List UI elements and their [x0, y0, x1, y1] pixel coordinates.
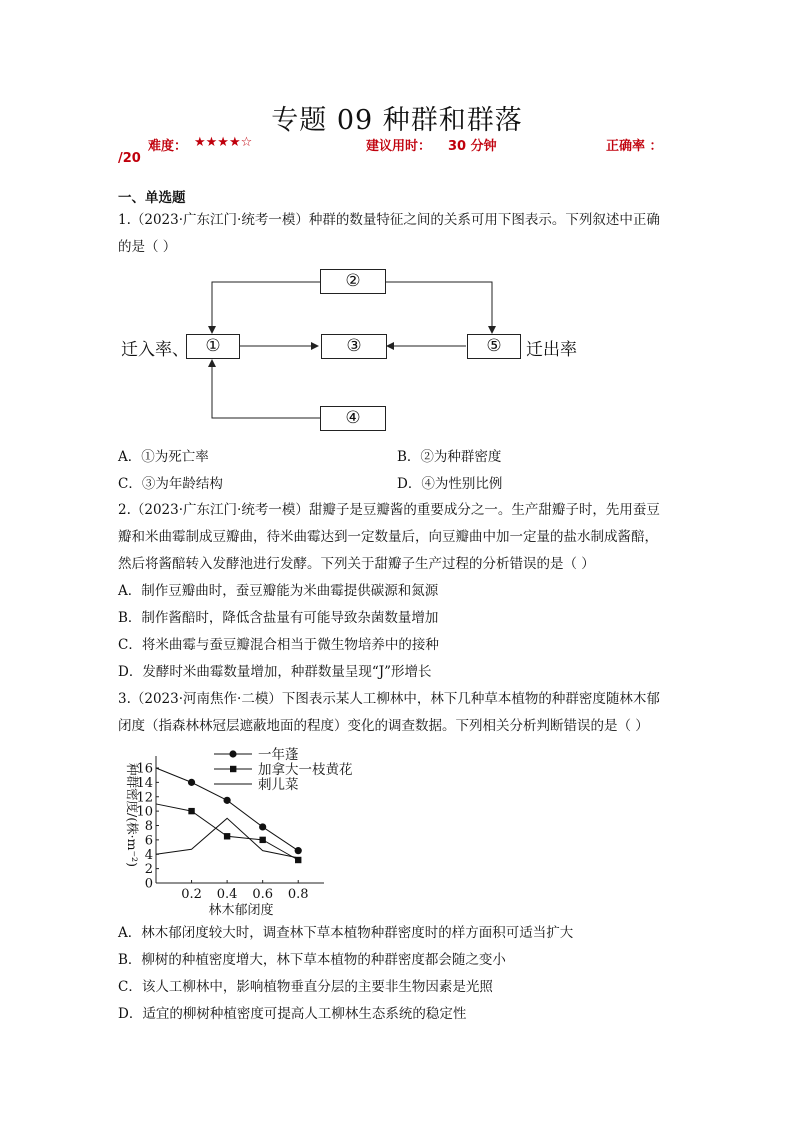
q1-stem-line1: 1.（2023·广东江门·统考一模）种群的数量特征之间的关系可用下图表示。下列叙述中正确 — [118, 212, 660, 228]
diagram-box-5: ⑤ — [467, 334, 521, 359]
q2-option-b[interactable]: B．制作酱醅时，降低含盐量有可能导致杂菌数量增加 — [118, 610, 439, 626]
series-2-point — [224, 833, 230, 839]
x-axis-label: 林木郁闭度 — [208, 903, 274, 918]
legend-marker-1 — [229, 750, 236, 757]
x-tick-label: 0.6 — [252, 887, 274, 902]
q2-stem-line3: 然后将酱醅转入发酵池进行发酵。下列关于甜瓣子生产过程的分析错误的是（ ） — [118, 556, 595, 572]
q1-option-b[interactable]: B．②为种群密度 — [397, 449, 502, 465]
difficulty-stars: ★★★★☆ — [194, 135, 253, 150]
y-tick-label: 2 — [144, 862, 153, 878]
arrow-2-to-1 — [212, 282, 320, 333]
q3-option-d[interactable]: D．适宜的柳树种植密度可提高人工柳林生态系统的稳定性 — [118, 1006, 467, 1022]
y-tick-label: 6 — [144, 833, 153, 849]
series-1-point — [188, 779, 195, 786]
q3-line-chart — [110, 742, 380, 920]
x-tick-label: 0.4 — [216, 887, 238, 902]
diagram-box-3: ③ — [321, 334, 387, 359]
y-tick-label: 8 — [144, 819, 153, 834]
legend-label-3: 刺儿菜 — [258, 777, 299, 793]
diagram-label-emigration: 迁出率 — [526, 340, 577, 360]
legend-marker-2 — [230, 766, 236, 772]
y-tick-label: 16 — [136, 761, 153, 777]
q1-option-a[interactable]: A．①为死亡率 — [118, 449, 209, 465]
series-1-point — [295, 847, 302, 854]
q2-option-c[interactable]: C．将米曲霉与蚕豆瓣混合相当于微生物培养中的接种 — [118, 637, 439, 653]
y-tick-label: 14 — [136, 775, 153, 791]
difficulty-label: 难度： — [148, 139, 188, 154]
legend-label-1: 一年蓬 — [258, 747, 299, 763]
x-tick-label: 0.2 — [181, 887, 202, 902]
section-title: 一、单选题 — [118, 190, 186, 206]
arrow-2-to-5 — [385, 282, 492, 333]
q2-option-a[interactable]: A．制作豆瓣曲时，蚕豆瓣能为米曲霉提供碳源和氮源 — [118, 583, 439, 599]
series-2-point — [259, 837, 265, 843]
legend-label-2: 加拿大一枝黄花 — [258, 762, 353, 778]
y-tick-label: 4 — [144, 847, 153, 863]
diagram-box-4: ④ — [320, 406, 386, 431]
q3-stem-line2: 闭度（指森林林冠层遮蔽地面的程度）变化的调查数据。下列相关分析判断错误的是（ ） — [118, 718, 649, 734]
diagram-box-2: ② — [320, 269, 386, 294]
accuracy-value: /20 — [118, 151, 141, 166]
y-tick-label: 0 — [144, 876, 153, 892]
series-1-point — [259, 823, 266, 830]
arrow-4-to-1 — [212, 360, 320, 418]
q1-stem-line2: 的是（ ） — [118, 239, 177, 255]
y-axis-label: 种群密度/(株·m⁻²) — [125, 763, 140, 867]
series-2-point — [188, 808, 194, 814]
suggested-time-value: 30 分钟 — [448, 139, 497, 154]
accuracy-label: 正确率 ： — [606, 139, 663, 154]
suggested-time-label: 建议用时： — [366, 139, 432, 154]
y-tick-label: 12 — [136, 790, 153, 806]
q3-option-b[interactable]: B．柳树的种植密度增大，林下草本植物的种群密度都会随之变小 — [118, 952, 506, 968]
page-title: 专题 09 种群和群落 — [271, 105, 523, 136]
x-tick-label: 0.8 — [287, 887, 309, 902]
q3-stem-line1: 3.（2023·河南焦作·二模）下图表示某人工柳林中，林下几种草本植物的种群密度随林木郁 — [118, 691, 660, 707]
diagram-label-immigration: 迁入率、 — [121, 340, 189, 360]
series-1-point — [224, 797, 231, 804]
q3-option-a[interactable]: A．林木郁闭度较大时，调查林下草本植物种群密度时的样方面积可适当扩大 — [118, 925, 574, 941]
q1-option-c[interactable]: C．③为年龄结构 — [118, 476, 223, 492]
q2-stem-line1: 2.（2023·广东江门·统考一模）甜瓣子是豆瓣酱的重要成分之一。生产甜瓣子时，先用蚕豆 — [118, 502, 660, 518]
q3-option-c[interactable]: C．该人工柳林中，影响植物垂直分层的主要非生物因素是光照 — [118, 979, 493, 995]
q2-stem-line2: 瓣和米曲霉制成豆瓣曲，待米曲霉达到一定数量后，向豆瓣曲中加一定量的盐水制成酱醅， — [118, 529, 658, 545]
diagram-arrows — [0, 0, 794, 440]
y-tick-label: 10 — [136, 804, 153, 820]
diagram-box-1: ① — [186, 334, 240, 359]
q2-option-d[interactable]: D．发酵时米曲霉数量增加，种群数量呈现“J”形增长 — [118, 664, 432, 680]
q1-option-d[interactable]: D．④为性别比例 — [397, 476, 503, 492]
